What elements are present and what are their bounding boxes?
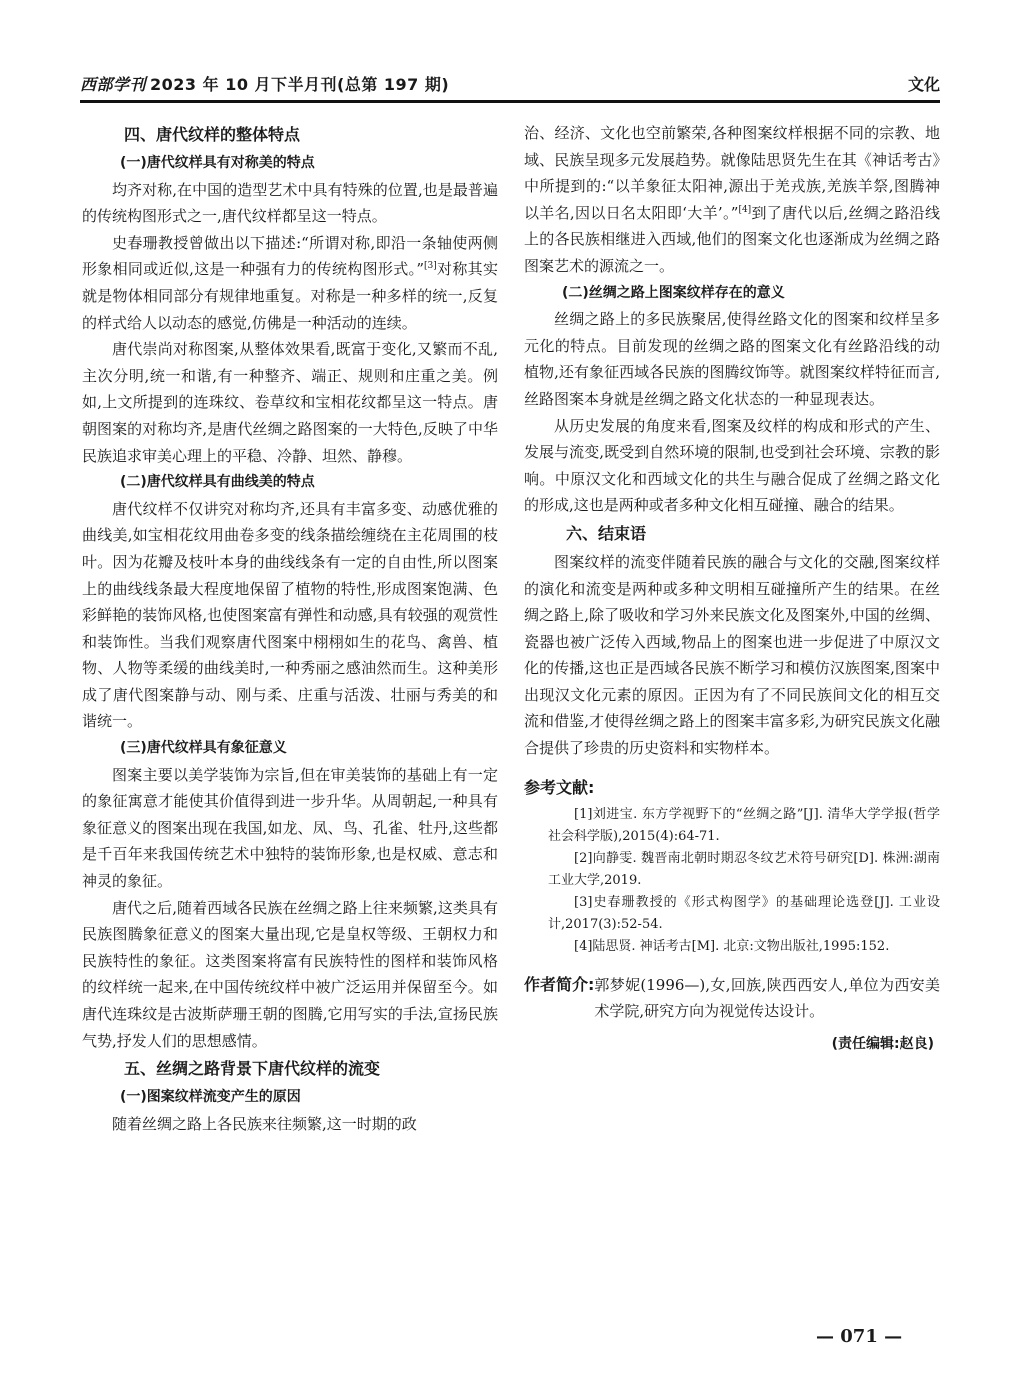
author-bio: [524, 972, 940, 1025]
paragraph-text: 治、经济、文化也空前繁荣,各种图案纹样根据不同的宗教、地域、民族呈现多元发展趋势。就像陆思贤先生在其《神话考古》中所提到的:“以羊象征太阳神,源出于羌戎族,羌族羊祭,图腾神以羊名,因以日名太阳即‘大羊’。”: [524, 124, 940, 222]
subheading-symmetry: (一)唐代纹样具有对称美的特点: [120, 155, 315, 171]
reference-item: [2]向静雯. 魏晋南北朝时期忍冬纹艺术符号研究[D]. 株洲:湖南工业大学,2019.: [548, 850, 940, 888]
editor-credit: (责任编辑:赵良): [831, 1035, 934, 1052]
reference-item: [4]陆思贤. 神话考古[M]. 北京:文物出版社,1995:152.: [574, 938, 890, 954]
paragraph: 唐代之后,随着西域各民族在丝绸之路上往来频繁,这类具有民族图腾象征意义的图案大量出现,它是皇权等级、王朝权力和民族特性的象征。这类图案将富有民族特性的图样和装饰风格的纹样统一起来,在中国传统纹样中被广泛运用并保留至今。如唐代连珠纹是古波斯萨珊王朝的图腾,它用写实的手法,宣扬民族气势,抒发人们的思想感情。: [82, 898, 498, 1050]
subheading-significance: (二)丝绸之路上图案纹样存在的意义: [562, 284, 785, 301]
paragraph: 从历史发展的角度来看,图案及纹样的构成和形式的产生、发展与流变,既受到自然环境的限制,也受到社会环境、宗教的影响。中原汉文化和西域文化的共生与融合促成了丝绸之路文化的形成,这也是两种或者多种文化相互碰撞、融合的结果。: [524, 416, 940, 515]
author-text: 郭梦妮(1996—),女,回族,陕西西安人,单位为西安美术学院,研究方向为视觉传达设计。: [594, 975, 940, 1021]
citation-ref: [4]: [738, 204, 752, 215]
subheading-causes: (一)图案纹样流变产生的原因: [120, 1089, 301, 1106]
paragraph-text: 对称其实就是物体相同部分有规律地重复。对称是一种多样的统一,反复的样式给人以动态的感觉,仿佛是一种活动的连续。: [82, 260, 498, 332]
section-heading-6: 六、结束语: [566, 523, 647, 543]
page-number: — 071 —: [816, 1326, 903, 1347]
journal-logo: 西部学刊: [80, 75, 147, 94]
paragraph: 唐代崇尚对称图案,从整体效果看,既富于变化,又繁而不乱,主次分明,统一和谐,有一种整齐、端正、规则和庄重之美。例如,上文所提到的连珠纹、卷草纹和宝相花纹都呈这一特点。唐朝图案的对称均齐,是唐代丝绸之路图案的一大特色,反映了中华民族追求审美心理上的平稳、冷静、坦然、静穆。: [82, 340, 498, 465]
paragraph: 随着丝绸之路上各民族来往频繁,这一时期的政: [112, 1114, 417, 1133]
paragraph: 均齐对称,在中国的造型艺术中具有特殊的位置,也是最普遍的传统构图形式之一,唐代纹样都呈这一特点。: [82, 180, 498, 226]
subheading-curve: (二)唐代纹样具有曲线美的特点: [120, 474, 315, 491]
right-column: [524, 120, 940, 1057]
paragraph: 丝绸之路上的多民族聚居,使得丝路文化的图案和纹样呈多元化的特点。目前发现的丝绸之路的图案文化有丝路沿线的动植物,还有象征西域各民族的图腾纹饰等。就图案纹样特征而言,丝路图案本身就是丝绸之路文化状态的一种显现表达。: [524, 310, 940, 408]
subheading-symbolism: (三)唐代纹样具有象征意义: [120, 740, 287, 757]
left-column: [82, 120, 498, 1137]
paragraph: 唐代纹样不仅讲究对称均齐,还具有丰富多变、动感优雅的曲线美,如宝相花纹用曲卷多变的线条描绘缠绕在主花周围的枝叶。因为花瓣及枝叶本身的曲线线条有一定的自由性,所以图案上的曲线线条最大程度地保留了植物的特性,形成图案饱满、色彩鲜艳的装饰风格,也使图案富有弹性和动感,具有较强的观赏性和装饰性。当我们观察唐代图案中栩栩如生的花鸟、禽兽、植物、人物等柔缓的曲线美时,一种秀丽之感油然而生。这种美形成了唐代图案静与动、刚与柔、庄重与活泼、壮丽与秀美的和谐统一。: [82, 499, 498, 731]
section-label: 文化: [907, 75, 940, 94]
reference-item: [1]刘进宝. 东方学视野下的“丝绸之路”[J]. 清华大学学报(哲学社会科学版),2015(4):64-71.: [548, 806, 940, 844]
paragraph: 图案主要以美学装饰为宗旨,但在审美装饰的基础上有一定的象征寓意才能使其价值得到进一步升华。从周朝起,一种具有象征意义的图案出现在我国,如龙、凤、鸟、孔雀、牡丹,这些都是千百年来我国传统艺术中独特的装饰形象,也是权威、意志和神灵的象征。: [82, 765, 498, 891]
section-heading-5: 五、丝绸之路背景下唐代纹样的流变: [124, 1059, 381, 1079]
reference-item: [3]史春珊教授的《形式构图学》的基础理论选登[J]. 工业设计,2017(3):52-54.: [548, 894, 940, 932]
paragraph: [82, 230, 498, 336]
paragraph-text: 史春珊教授曾做出以下描述:“所谓对称,即沿一条轴使两侧形象相同或近似,这是一种强有力的传统构图形式。”: [82, 233, 498, 279]
paragraph-text: 到了唐代以后,丝绸之路沿线上的各民族相继进入西域,他们的图案文化也逐渐成为丝绸之路图案艺术的源流之一。: [524, 203, 940, 275]
author-label: 作者简介:: [524, 974, 595, 994]
journal-masthead: [80, 72, 449, 95]
references-title: 参考文献:: [524, 777, 595, 797]
paragraph: [524, 120, 940, 280]
paragraph: 图案纹样的流变伴随着民族的融合与文化的交融,图案纹样的演化和流变是两种或多种文明相互碰撞所产生的结果。在丝绸之路上,除了吸收和学习外来民族文化及图案外,中国的丝绸、瓷器也被广泛传入西域,物品上的图案也进一步促进了中原汉文化的传播,这也正是西域各民族不断学习和模仿汉族图案,图案中出现汉文化元素的原因。正因为有了不同民族间文化的相互交流和借鉴,才使得丝绸之路上的图案丰富多彩,为研究民族文化融合提供了珍贵的历史资料和实物样本。: [524, 552, 940, 758]
section-heading-4: 四、唐代纹样的整体特点: [124, 125, 301, 144]
issue-info: 2023 年 10 月下半月刊(总第 197 期): [150, 75, 450, 94]
citation-ref: [3]: [424, 261, 437, 272]
running-header: [80, 70, 940, 103]
